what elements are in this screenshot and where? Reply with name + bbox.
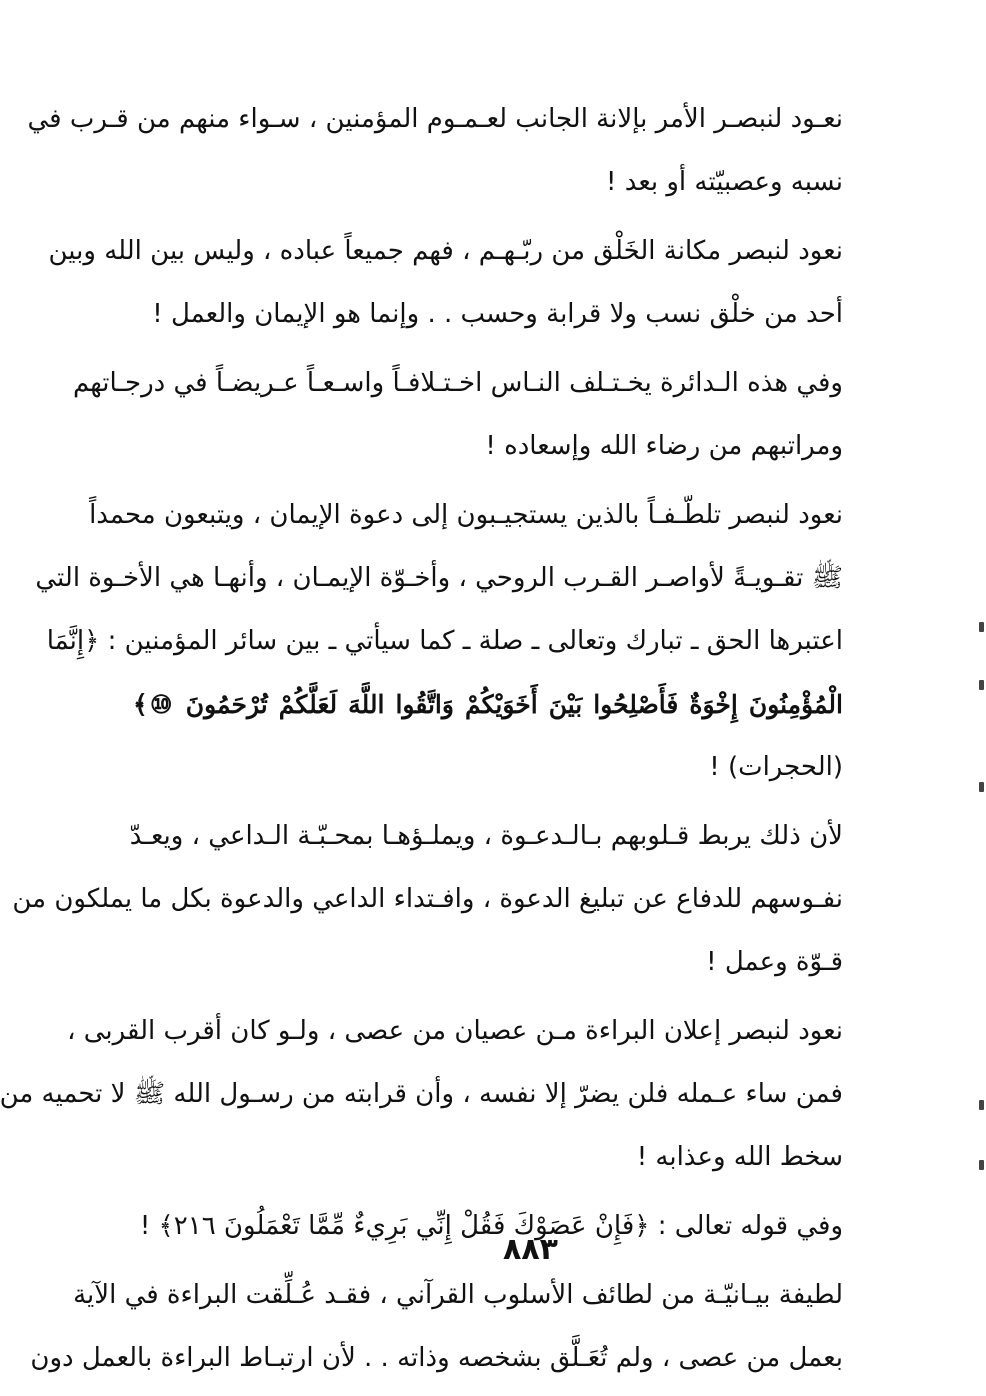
paragraph-2 — [48, 220, 843, 346]
text-line: فمن ساء عـمله فلن يضرّ إلا نفسه ، وأن قرابته من رسـول الله ﷺ لا تحميه من — [0, 1079, 843, 1109]
text-line: وفي هذه الـدائرة يخـتـلف النـاس اخـتـلافـاً واسـعـاً عـريضـاً في درجـاتهم — [72, 368, 843, 398]
text-line: أحد من خلْق نسب ولا قرابة وحسب . . وإنما هو الإيمان والعمل ! — [152, 299, 843, 329]
text-line: نعـود لنبصـر الأمر بإلانة الجانب لعـمـوم المؤمنين ، سـواء منهم من قـرب في — [27, 104, 843, 134]
scan-edge-mark — [979, 1100, 984, 1110]
surah-reference: (الحجرات) ! — [709, 752, 843, 782]
scan-edge-mark — [979, 782, 984, 792]
paragraph-3 — [72, 352, 843, 478]
text-line: نعود لنبصر مكانة الخَلْق من ربّـهـم ، فهم جميعاً عباده ، وليس بين الله وبين — [48, 236, 843, 266]
scan-edge-mark — [979, 680, 984, 690]
paragraph-5 — [12, 805, 843, 994]
text-line: سخط الله وعذابه ! — [636, 1142, 843, 1172]
text-line: ﷺ تقـويـةً لأواصـر القـرب الروحي ، وأخـوّة الإيمـان ، وأنهـا هي الأخـوة التي — [35, 563, 843, 593]
text-line: لطيفة بيـانيّـة من لطائف الأسلوب القرآني ، فقـد عُـلِّقت البراءة في الآية — [73, 1280, 843, 1310]
text-line: نعود لنبصر إعلان البراءة مـن عصيان من عصى ، ولـو كان أقرب القربى ، — [67, 1016, 843, 1046]
paragraph-6 — [0, 1000, 843, 1189]
text-line: نسبه وعصبيّته أو بعد ! — [606, 167, 843, 197]
text-line: قـوّة وعمل ! — [706, 947, 843, 977]
text-line: ومراتبهم من رضاء الله وإسعاده ! — [485, 431, 843, 461]
page-number: ٨٨٣ — [503, 1232, 558, 1267]
quran-verse-line: وفي قوله تعالى : ﴿فَإِنْ عَصَوْكَ فَقُلْ إِنِّي بَرِيءٌ مِّمَّا تَعْمَلُونَ ٢١٦﴾ ! — [139, 1211, 843, 1241]
scan-edge-mark — [979, 622, 984, 632]
text-line: نفـوسهم للدفاع عن تبليغ الدعوة ، وافـتداء الداعي والدعوة بكل ما يملكون من — [12, 884, 843, 914]
quran-verse-line: الْمُؤْمِنُونَ إِخْوَةٌ فَأَصْلِحُوا بَيْنَ أَخَوَيْكُمْ وَاتَّقُوا اللَّهَ لَعَلَّكُمْ تُرْحَمُونَ ⑩﴾ — [133, 690, 843, 719]
text-line: لأن ذلك يربط قـلوبهم بـالـدعـوة ، ويملـؤهـا بمحـبّـة الـداعي ، ويعـدّ — [129, 821, 843, 851]
paragraph-8 — [30, 1264, 843, 1390]
text-line: بعمل من عصى ، ولم تُعَـلَّق بشخصه وذاته . . لأن ارتبـاط البراءة بالعمل دون — [30, 1343, 843, 1373]
paragraph-4 — [35, 484, 843, 799]
paragraph-1 — [27, 88, 843, 214]
text-line: نعود لنبصر تلطّـفـاً بالذين يستجيـبون إلى دعوة الإيمان ، ويتبعون محمداً — [89, 500, 843, 530]
scan-edge-mark — [979, 1160, 984, 1170]
page-body — [0, 88, 843, 1396]
text-line: اعتبرها الحق ـ تبارك وتعالى ـ صلة ـ كما سيأتي ـ بين سائر المؤمنين : ﴿إِنَّمَا — [46, 626, 843, 656]
